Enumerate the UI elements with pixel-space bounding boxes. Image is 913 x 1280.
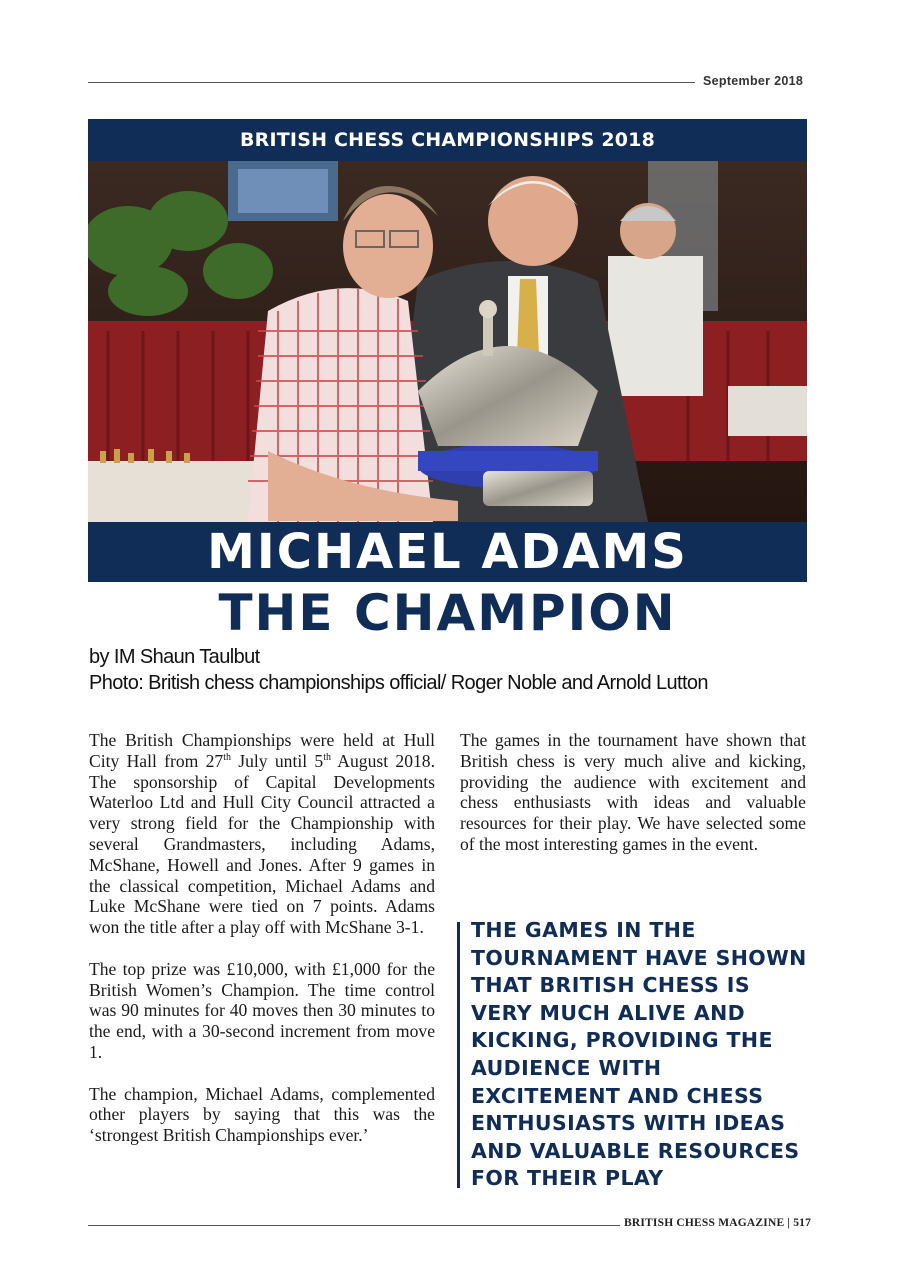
photo-credit: Photo: British chess championships official/ Roger Noble and Arnold Lutton: [89, 672, 708, 694]
pull-quote: THE GAMES IN THE TOURNAMENT HAVE SHOWN THAT BRITISH CHESS IS VERY MUCH ALIVE AND KICKING, PROVIDING THE AUDIENCE WITH EXCITEMENT AND CHESS ENTHUSIASTS WITH IDEAS AND VALUABLE RESOURCES FOR THEIR PLAY: [471, 918, 807, 1191]
p1-superscript: th: [223, 751, 231, 763]
article-column-right: [460, 730, 806, 876]
headline-title: THE CHAMPION: [218, 584, 677, 642]
byline: by IM Shaun Taulbut: [89, 646, 260, 668]
article-paragraph-4: The games in the tournament have shown that British chess is very much alive and kicking, providing the audience with excitement and chess enthusiasts with ideas and valuable resources for their play. We have selected some of the most interesting games in the event.: [460, 730, 806, 854]
pull-quote-bar: [457, 922, 460, 1188]
p1-text-a: The British Championships were held at Hull City Hall from 27: [89, 730, 435, 771]
headline-name: MICHAEL ADAMS: [88, 522, 807, 582]
page-footer: BRITISH CHESS MAGAZINE | 517: [624, 1217, 812, 1229]
p1-superscript: th: [323, 751, 331, 763]
trophy-photo: [88, 161, 807, 522]
article-paragraph-1: [89, 730, 435, 938]
section-banner: BRITISH CHESS CHAMPIONSHIPS 2018: [88, 119, 807, 161]
article-paragraph-2: The top prize was £10,000, with £1,000 for the British Women’s Champion. The time control was 90 minutes for 40 moves then 30 minutes to the end, with a 30-second increment from move 1.: [89, 958, 435, 1062]
issue-date: September 2018: [703, 74, 804, 88]
article-paragraph-3: The champion, Michael Adams, complemented other players by saying that this was the ‘strongest British Championships ever.’: [89, 1083, 435, 1146]
p1-text-c: August 2018. The sponsorship of Capital Developments Waterloo Ltd and Hull City Council attracted a very strong field for the Championship with several Grandmasters, including Adams, McShane, Howell and Jones. After 9 games in the classical competition, Michael Adams and Luke McShane were tied on 7 points. Adams won the title after a play off with McShane 3-1.: [89, 750, 435, 938]
footer-rule: [88, 1225, 620, 1226]
article-column-left: [89, 730, 435, 1167]
p1-text-b: July until 5: [231, 750, 324, 771]
header-rule: [88, 82, 695, 83]
